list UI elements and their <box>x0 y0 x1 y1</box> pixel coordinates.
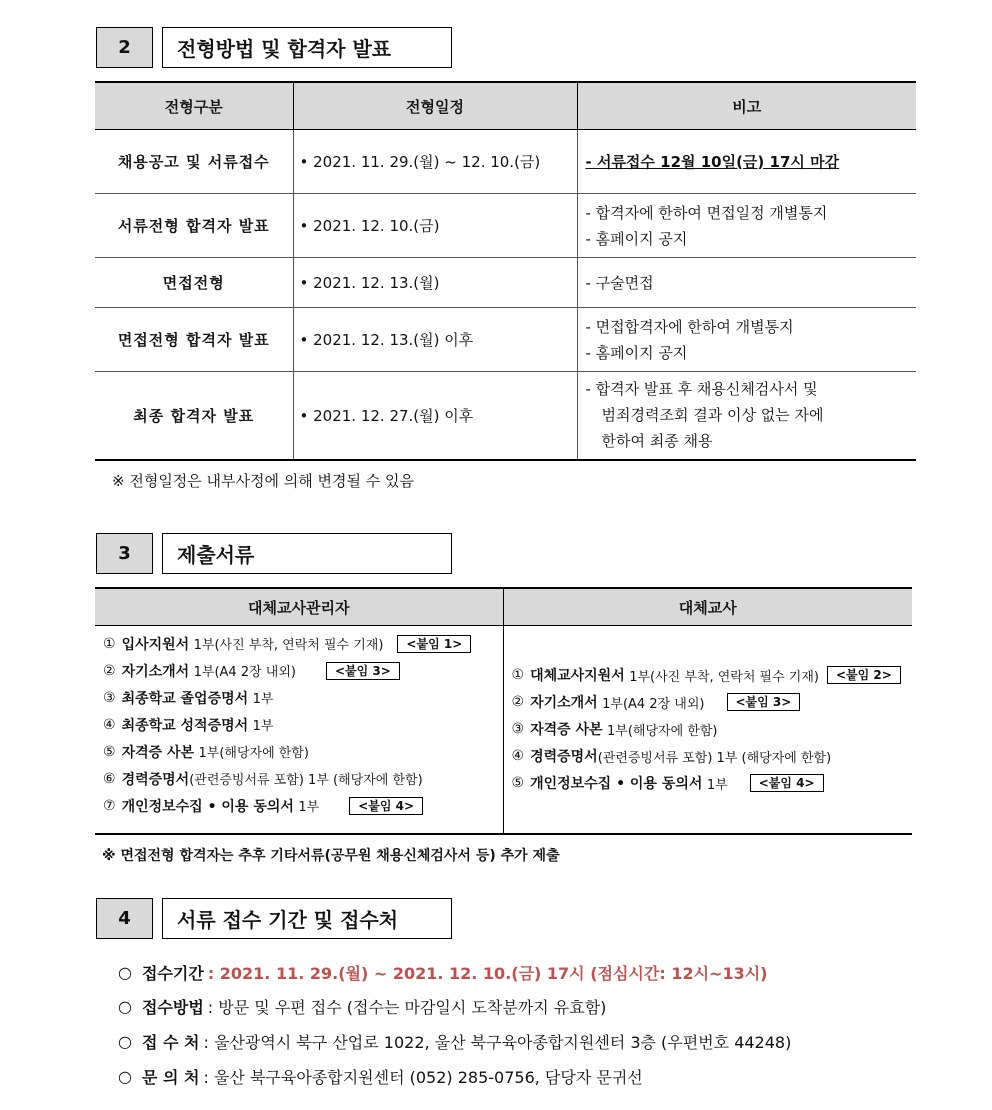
info-value: : 울산 북구육아종합지원센터 (052) 285-0756, 담당자 문귀선 <box>203 1067 643 1087</box>
attachment-tag: <붙임 1> <box>397 635 471 653</box>
table-row <box>95 130 916 194</box>
receipt-place <box>118 1028 791 1054</box>
row-date: • 2021. 11. 29.(월) ~ 12. 10.(금) <box>293 130 577 194</box>
row-category: 면접전형 합격자 발표 <box>95 308 293 372</box>
note-line: - 서류접수 12월 10일(금) 17시 마감 <box>585 152 840 171</box>
section-2-title: 전형방법 및 합격자 발표 <box>162 27 452 68</box>
bullet: ○ <box>118 996 132 1016</box>
attachment-tag: <붙임 2> <box>827 666 901 684</box>
info-label: 문 의 처 <box>141 1067 200 1087</box>
list-item: ④ 최종학교 성적증명서 1부 <box>103 716 274 734</box>
row-date: • 2021. 12. 13.(월) <box>293 258 577 308</box>
teacher-docs <box>503 626 912 834</box>
info-label: 접 수 처 <box>141 1032 200 1052</box>
header-teacher: 대체교사 <box>503 588 912 626</box>
header-category: 전형구분 <box>95 82 293 130</box>
documents-header-row <box>95 588 912 626</box>
row-category: 면접전형 <box>95 258 293 308</box>
bullet: ○ <box>118 1066 132 1086</box>
bullet: ○ <box>118 962 132 982</box>
section-4-title: 서류 접수 기간 및 접수처 <box>162 898 452 939</box>
row-category: 채용공고 및 서류접수 <box>95 130 293 194</box>
info-value: : 2021. 11. 29.(월) ~ 2021. 12. 10.(금) 17시 (점심시간: 12시~13시) <box>207 963 768 983</box>
note-line: - 구술면접 <box>585 273 654 292</box>
documents-table <box>95 587 912 835</box>
row-notes <box>577 194 916 258</box>
row-notes <box>577 372 916 460</box>
list-item: ② 자기소개서 1부(A4 2장 내외) <붙임 3> <box>504 689 913 716</box>
info-label: 접수기간 <box>141 963 204 983</box>
table-row <box>95 372 916 460</box>
section-4-number: 4 <box>96 898 153 939</box>
note-line: 한하여 최종 채용 <box>601 432 713 451</box>
list-item: ① 입사지원서 1부(사진 부착, 연락처 필수 기재) <붙임 1> <box>95 630 503 657</box>
header-manager: 대체교사관리자 <box>95 588 503 626</box>
schedule-table <box>95 81 916 461</box>
documents-body-row <box>95 626 912 834</box>
table-row <box>95 308 916 372</box>
row-notes <box>577 130 916 194</box>
note-line: - 면접합격자에 한하여 개별통지 <box>585 317 794 336</box>
manager-docs <box>95 626 503 834</box>
row-notes <box>577 308 916 372</box>
section-2-number: 2 <box>96 27 153 68</box>
receipt-period <box>118 959 767 985</box>
attachment-tag: <붙임 4> <box>349 797 423 815</box>
schedule-footnote: ※ 전형일정은 내부사정에 의해 변경될 수 있음 <box>112 472 414 490</box>
row-category: 최종 합격자 발표 <box>95 372 293 460</box>
row-date: • 2021. 12. 27.(월) 이후 <box>293 372 577 460</box>
table-row <box>95 258 916 308</box>
row-category: 서류전형 합격자 발표 <box>95 194 293 258</box>
bullet: ○ <box>118 1031 132 1051</box>
row-notes <box>577 258 916 308</box>
attachment-tag: <붙임 3> <box>326 662 400 680</box>
note-line: - 합격자에 한하여 면접일정 개별통지 <box>585 203 828 222</box>
info-value: : 방문 및 우편 접수 (접수는 마감일시 도착분까지 유효함) <box>207 997 607 1017</box>
info-value: : 울산광역시 북구 산업로 1022, 울산 북구육아종합지원센터 3층 (우편번호 44248) <box>203 1032 792 1052</box>
list-item: ③ 자격증 사본 1부(해당자에 한함) <box>511 721 718 739</box>
documents-footnote: ※ 면접전형 합격자는 추후 기타서류(공무원 채용신체검사서 등) 추가 제출 <box>102 848 560 864</box>
info-label: 접수방법 <box>141 997 204 1017</box>
list-item: ⑤ 개인정보수집 • 이용 동의서 1부 <붙임 4> <box>504 770 913 797</box>
note-line: 범죄경력조회 결과 이상 없는 자에 <box>601 406 824 425</box>
table-row <box>95 194 916 258</box>
list-item: ② 자기소개서 1부(A4 2장 내외) <붙임 3> <box>95 657 503 684</box>
note-line: - 홈페이지 공지 <box>585 229 688 248</box>
section-3-title: 제출서류 <box>162 533 452 574</box>
row-date: • 2021. 12. 10.(금) <box>293 194 577 258</box>
note-line: - 홈페이지 공지 <box>585 343 688 362</box>
list-item: ⑤ 자격증 사본 1부(해당자에 한함) <box>103 743 309 761</box>
attachment-tag: <붙임 3> <box>727 693 801 711</box>
section-3-number: 3 <box>96 533 153 574</box>
row-date: • 2021. 12. 13.(월) 이후 <box>293 308 577 372</box>
list-item: ① 대체교사지원서 1부(사진 부착, 연락처 필수 기재) <붙임 2> <box>504 662 913 689</box>
note-line: - 합격자 발표 후 채용신체검사서 및 <box>585 380 818 399</box>
contact <box>118 1063 643 1089</box>
list-item: ④ 경력증명서 (관련증빙서류 포함) 1부 (해당자에 한함) <box>511 748 832 766</box>
schedule-header-row <box>95 82 916 130</box>
header-remarks: 비고 <box>577 82 916 130</box>
attachment-tag: <붙임 4> <box>750 774 824 792</box>
list-item: ⑥ 경력증명서 (관련증빙서류 포함) 1부 (해당자에 한함) <box>103 770 423 788</box>
list-item: ③ 최종학교 졸업증명서 1부 <box>103 689 274 707</box>
header-schedule: 전형일정 <box>293 82 577 130</box>
list-item: ⑦ 개인정보수집 • 이용 동의서 1부 <붙임 4> <box>95 792 503 819</box>
receipt-method <box>118 993 606 1019</box>
